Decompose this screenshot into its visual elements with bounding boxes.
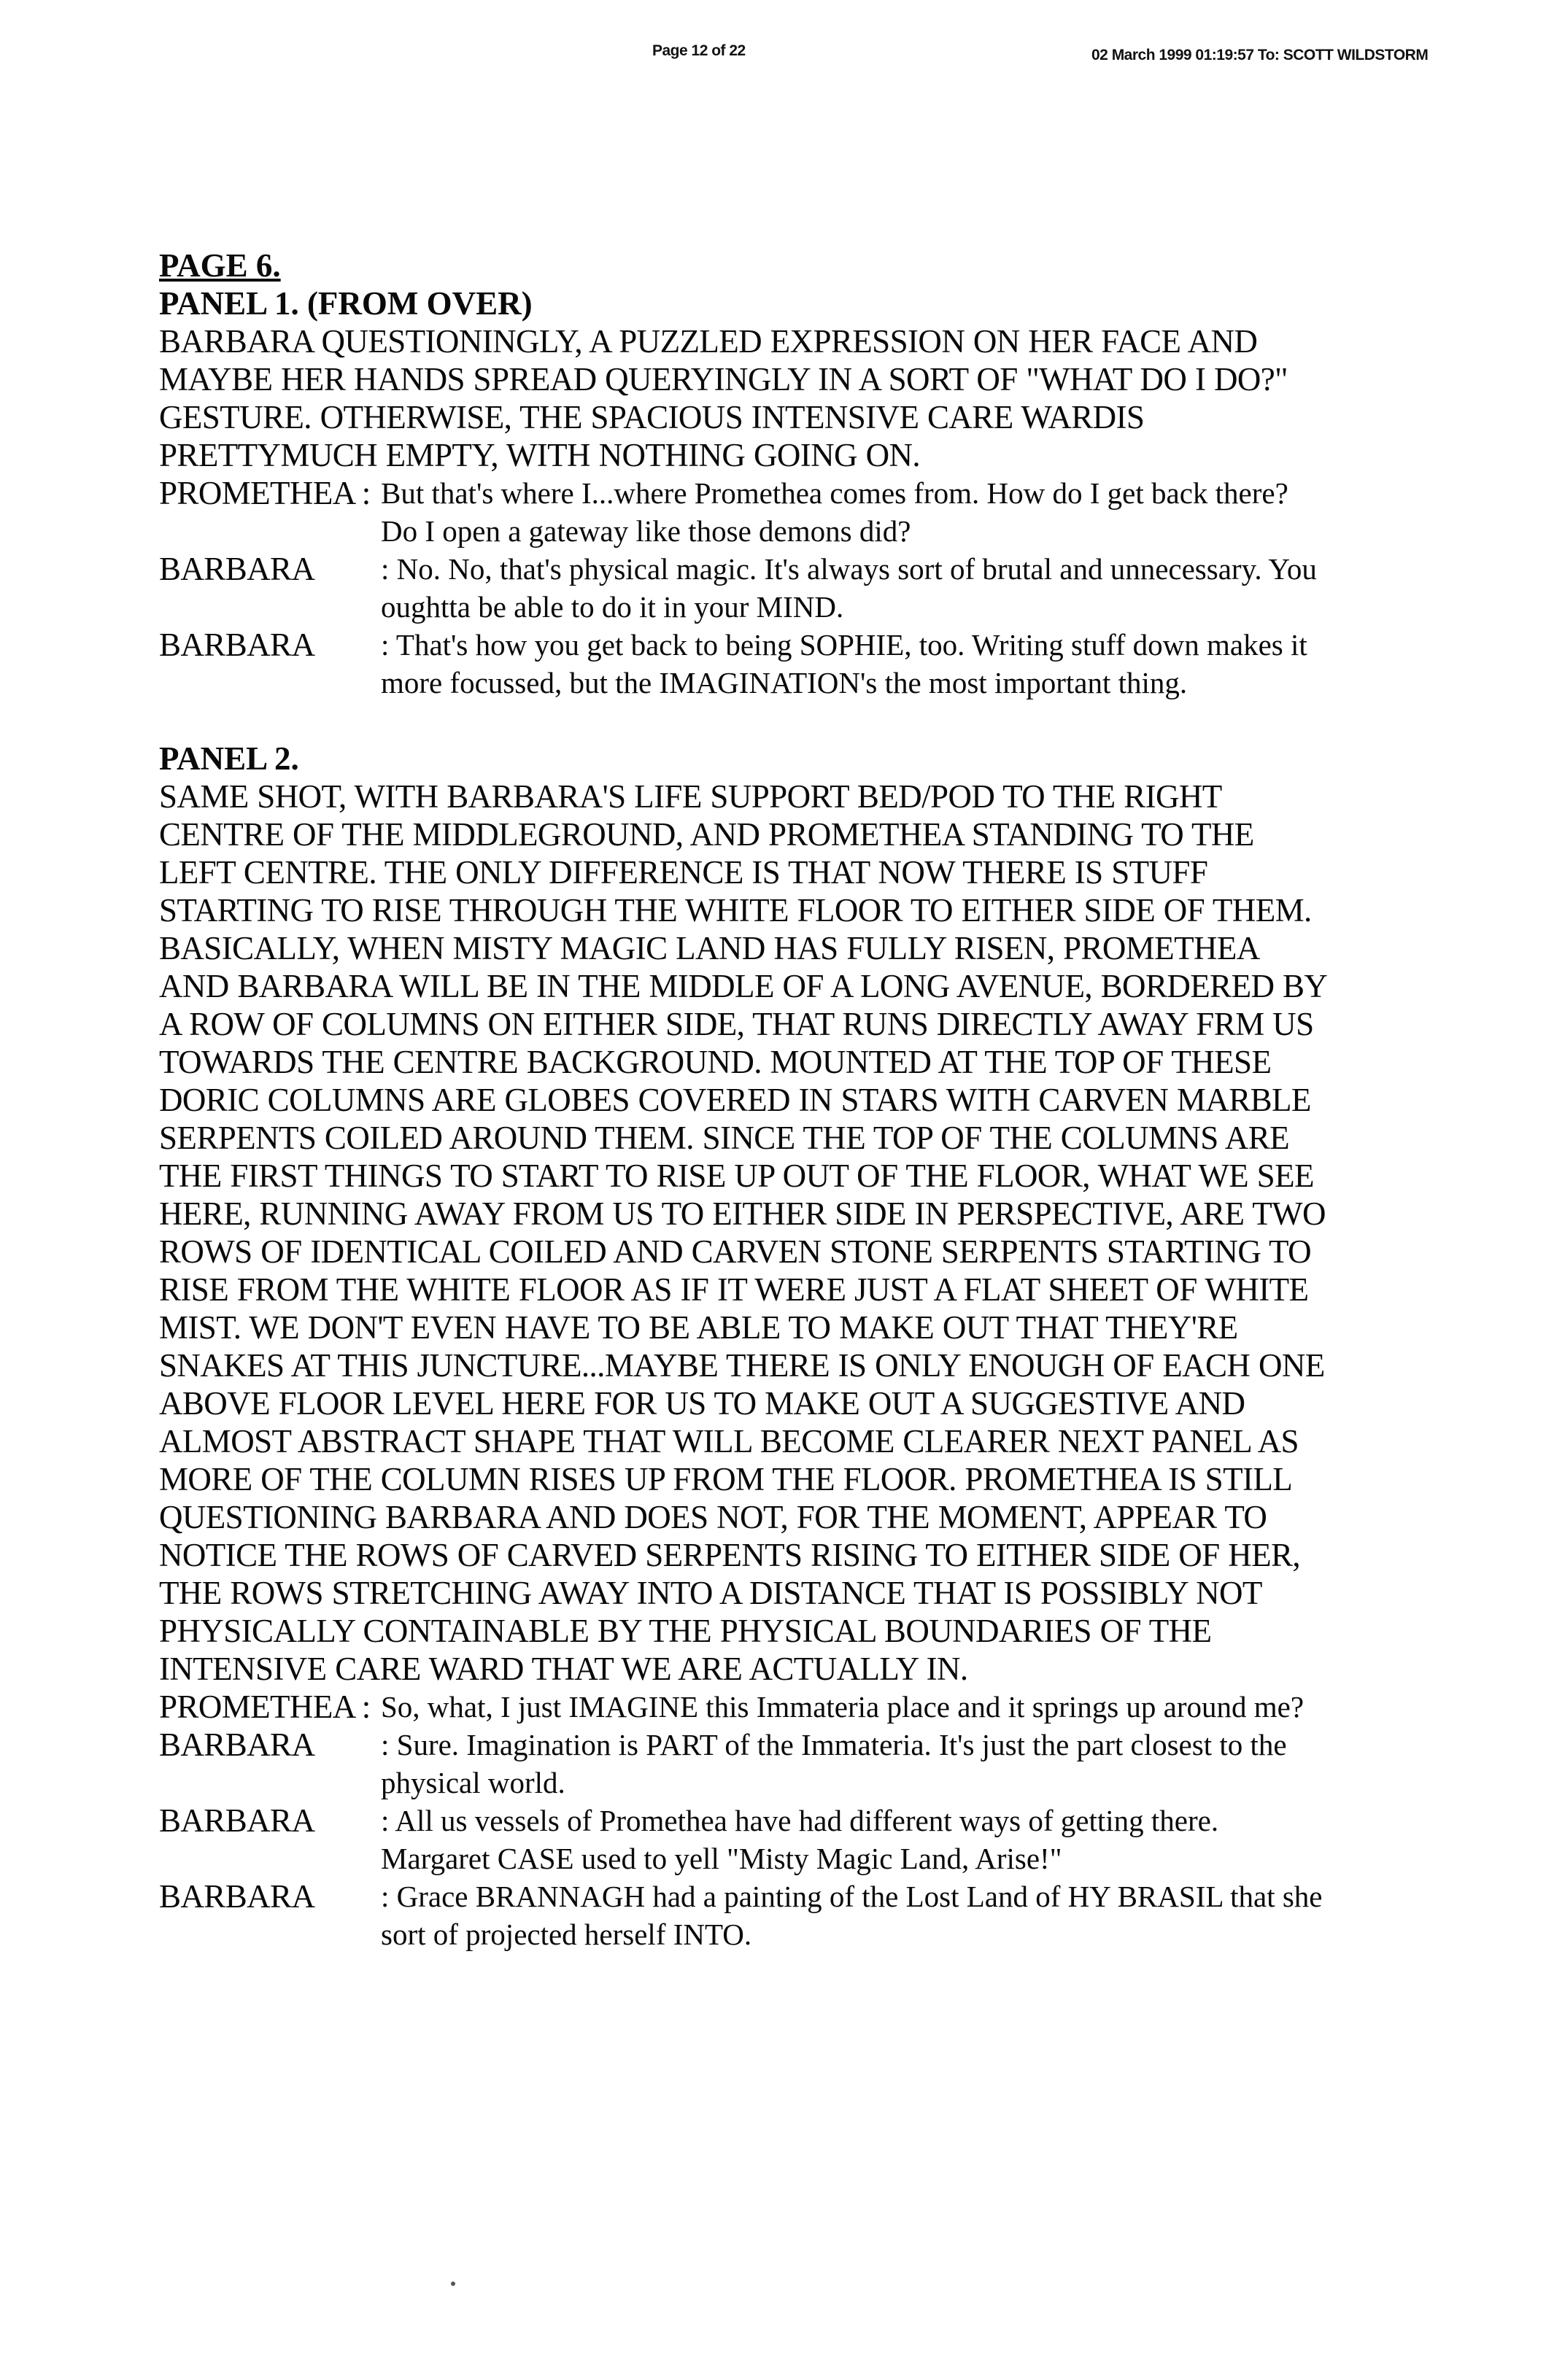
panel-spacer xyxy=(159,702,1326,740)
dialogue-text: : All us vessels of Promethea have had different ways of getting there. Margaret CASE used to yell "Misty Magic Land, Arise!" xyxy=(381,1804,1219,1875)
fax-header xyxy=(0,42,1546,71)
fax-page-number: Page 12 of 22 xyxy=(652,42,746,59)
speaker-name: BARBARA xyxy=(159,551,315,587)
dialogue-text: : That's how you get back to being SOPHIE, too. Writing stuff down makes it more focussed, but the IMAGINATION's the most important thing. xyxy=(381,628,1307,699)
dialogue-text: But that's where I...where Promethea comes from. How do I get back there? Do I open a gateway like those demons did? xyxy=(381,476,1288,548)
fax-transmission-stamp: 02 March 1999 01:19:57 To: SCOTT WILDSTORM xyxy=(1091,47,1429,63)
dialogue-line xyxy=(159,1877,1326,1953)
panel-direction: BARBARA QUESTIONINGLY, A PUZZLED EXPRESSION ON HER FACE AND MAYBE HER HANDS SPREAD QUERYINGLY IN A SORT OF "WHAT DO I DO?" GESTURE. OTHERWISE, THE SPACIOUS INTENSIVE CARE WARDIS PRETTYMUCH EMPTY, WITH NOTHING GOING ON. xyxy=(159,323,1288,473)
page-label: PAGE 6. xyxy=(159,247,281,284)
dialogue-text: : No. No, that's physical magic. It's always sort of brutal and unnecessary. You oughtta be able to do it in your MIND. xyxy=(381,552,1317,624)
dialogue-text: So, what, I just IMAGINE this Immateria place and it springs up around me? xyxy=(381,1690,1305,1724)
panel-direction: SAME SHOT, WITH BARBARA'S LIFE SUPPORT BED/POD TO THE RIGHT CENTRE OF THE MIDDLEGROUND, AND PROMETHEA STANDING TO THE LEFT CENTRE. THE ONLY DIFFERENCE IS THAT NOW THERE IS STUFF STARTING TO RISE THROUGH THE WHITE FLOOR TO EITHER SIDE OF THEM. BASICALLY, WHEN MISTY MAGIC LAND HAS FULLY RISEN, PROMETHEA AND BARBARA WILL BE IN THE MIDDLE OF A LONG AVENUE, BORDERED BY A ROW OF COLUMNS ON EITHER SIDE, THAT RUNS DIRECTLY AWAY FRM US TOWARDS THE CENTRE BACKGROUND. MOUNTED AT THE TOP OF THESE DORIC COLUMNS ARE GLOBES COVERED IN STARS WITH CARVEN MARBLE SERPENTS COILED AROUND THEM. SINCE THE TOP OF THE COLUMNS ARE THE FIRST THINGS TO START TO RISE UP OUT OF THE FLOOR, WHAT WE SEE HERE, RUNNING AWAY FROM US TO EITHER SIDE IN PERSPECTIVE, ARE TWO ROWS OF IDENTICAL COILED AND CARVEN STONE SERPENTS STARTING TO RISE FROM THE WHITE FLOOR AS IF IT WERE JUST A FLAT SHEET OF WHITE MIST. WE DON'T EVEN HAVE TO BE ABLE TO MAKE OUT THAT THEY'RE SNAKES AT THIS JUNCTURE...MAYBE THERE IS ONLY ENOUGH OF EACH ONE ABOVE FLOOR LEVEL HERE FOR US TO MAKE OUT A SUGGESTIVE AND ALMOST ABSTRACT SHAPE THAT WILL BECOME CLEARER NEXT PANEL AS MORE OF THE COLUMN RISES UP FROM THE FLOOR. PROMETHEA IS STILL QUESTIONING BARBARA AND DOES NOT, FOR THE MOMENT, APPEAR TO NOTICE THE ROWS OF CARVED SERPENTS RISING TO EITHER SIDE OF HER, THE ROWS STRETCHING AWAY INTO A DISTANCE THAT IS POSSIBLY NOT PHYSICALLY CONTAINABLE BY THE PHYSICAL BOUNDARIES OF THE INTENSIVE CARE WARD THAT WE ARE ACTUALLY IN. xyxy=(159,778,1326,1687)
dialogue-line xyxy=(159,1688,1326,1726)
dialogue-line xyxy=(159,626,1326,702)
dialogue-line xyxy=(159,474,1326,550)
dialogue-text: : Grace BRANNAGH had a painting of the Lost Land of HY BRASIL that she sort of projected herself INTO. xyxy=(381,1880,1323,1951)
panel-heading: PANEL 2. xyxy=(159,740,299,777)
scan-speck xyxy=(451,2282,455,2286)
speaker-name: BARBARA xyxy=(159,1878,315,1915)
speaker-name: PROMETHEA : xyxy=(159,1689,371,1725)
panel-heading: PANEL 1. (FROM OVER) xyxy=(159,285,533,322)
dialogue-text: : Sure. Imagination is PART of the Immateria. It's just the part closest to the physical world. xyxy=(381,1728,1287,1799)
dialogue-line xyxy=(159,1726,1326,1802)
dialogue-line xyxy=(159,550,1326,626)
dialogue-line xyxy=(159,1802,1326,1877)
script-body xyxy=(159,247,1326,1953)
speaker-name: BARBARA xyxy=(159,1726,315,1763)
speaker-name: BARBARA xyxy=(159,1802,315,1839)
speaker-name: PROMETHEA : xyxy=(159,475,371,511)
panel-1 xyxy=(159,284,1326,702)
panel-2 xyxy=(159,740,1326,1953)
speaker-name: BARBARA xyxy=(159,627,315,663)
